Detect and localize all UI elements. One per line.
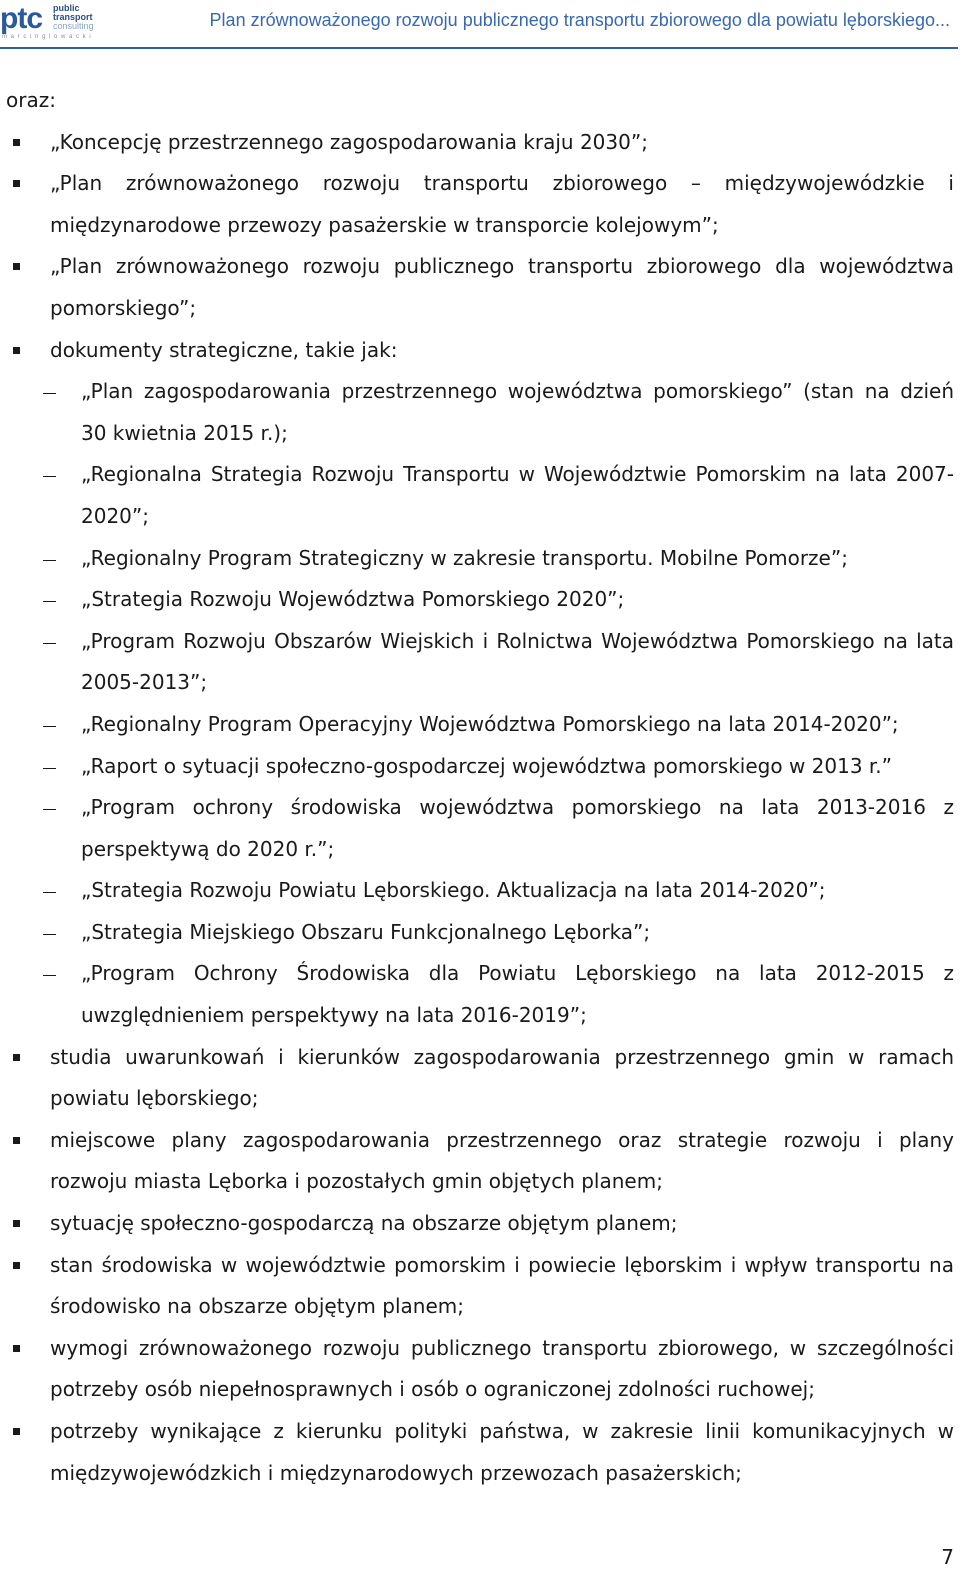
logo-wordmark: ptc — [0, 2, 42, 35]
list-item: stan środowiska w województwie pomorskim i powiecie lęborskim i wpływ transportu na środowisko na obszarze objętym planem; — [6, 1245, 954, 1328]
page-header — [0, 0, 960, 50]
document-body — [6, 80, 954, 1494]
logo-tagline: m a r c i n g l o w a c k i — [2, 34, 92, 40]
document-list — [6, 122, 954, 1495]
list-item: „Plan zrównoważonego rozwoju publicznego transportu zbiorowego dla województwa pomorskiego”; — [6, 246, 954, 329]
sub-list-item: „Strategia Rozwoju Powiatu Lęborskiego. Aktualizacja na lata 2014-2020”; — [6, 870, 954, 912]
sub-list-item: „Strategia Rozwoju Województwa Pomorskiego 2020”; — [6, 579, 954, 621]
running-header-title: Plan zrównoważonego rozwoju publicznego transportu zbiorowego dla powiatu lęborskiego... — [209, 10, 950, 30]
intro-text: oraz: — [6, 88, 56, 112]
logo-line-1: public — [53, 3, 80, 13]
logo-line-2: transport — [53, 12, 93, 22]
sub-list-item: „Regionalna Strategia Rozwoju Transportu w Województwie Pomorskim na lata 2007-2020”; — [6, 454, 954, 537]
list-item: dokumenty strategiczne, takie jak: — [6, 330, 954, 372]
list-item: wymogi zrównoważonego rozwoju publicznego transportu zbiorowego, w szczególności potrzeby osób niepełnosprawnych i osób o ograniczonej zdolności ruchowej; — [6, 1328, 954, 1411]
header-divider — [0, 47, 958, 49]
sub-list-item: „Strategia Miejskiego Obszaru Funkcjonalnego Lęborka”; — [6, 912, 954, 954]
sub-list-item: „Program ochrony środowiska województwa pomorskiego na lata 2013-2016 z perspektywą do 2020 r.”; — [6, 787, 954, 870]
list-item: studia uwarunkowań i kierunków zagospodarowania przestrzennego gmin w ramach powiatu lęborskiego; — [6, 1037, 954, 1120]
logo-line-3: consulting — [53, 21, 94, 31]
list-item: „Koncepcję przestrzennego zagospodarowania kraju 2030”; — [6, 122, 954, 164]
sub-list-item: „Regionalny Program Operacyjny Województwa Pomorskiego na lata 2014-2020”; — [6, 704, 954, 746]
list-item: sytuację społeczno-gospodarczą na obszarze objętym planem; — [6, 1203, 954, 1245]
sub-list-item: „Raport o sytuacji społeczno-gospodarczej województwa pomorskiego w 2013 r.” — [6, 746, 954, 788]
list-item: „Plan zrównoważonego rozwoju transportu zbiorowego – międzywojewódzkie i międzynarodowe przewozy pasażerskie w transporcie kolejowym”; — [6, 163, 954, 246]
sub-list-item: „Plan zagospodarowania przestrzennego województwa pomorskiego” (stan na dzień 30 kwietnia 2015 r.); — [6, 371, 954, 454]
sub-list-item: „Program Rozwoju Obszarów Wiejskich i Rolnictwa Województwa Pomorskiego na lata 2005-2013”; — [6, 621, 954, 704]
sub-list-item: „Program Ochrony Środowiska dla Powiatu Lęborskiego na lata 2012-2015 z uwzględnieniem perspektywy na lata 2016-2019”; — [6, 953, 954, 1036]
company-logo — [0, 1, 100, 43]
page-number: 7 — [941, 1545, 954, 1569]
list-item: potrzeby wynikające z kierunku polityki państwa, w zakresie linii komunikacyjnych w międzywojewódzkich i międzynarodowych przewozach pasażerskich; — [6, 1411, 954, 1494]
sub-list-item: „Regionalny Program Strategiczny w zakresie transportu. Mobilne Pomorze”; — [6, 538, 954, 580]
list-item: miejscowe plany zagospodarowania przestrzennego oraz strategie rozwoju i plany rozwoju miasta Lęborka i pozostałych gmin objętych planem; — [6, 1120, 954, 1203]
